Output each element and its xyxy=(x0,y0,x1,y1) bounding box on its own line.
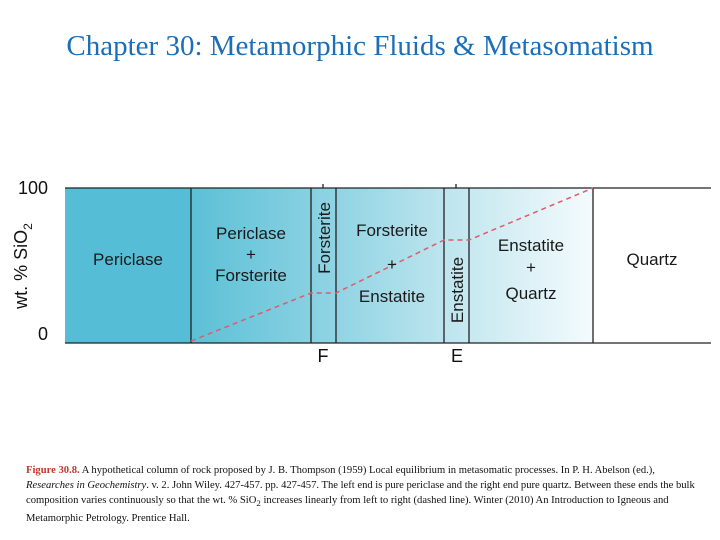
forsterite-enstatite-label-2: + xyxy=(387,255,397,274)
periclase-forsterite-label-2: + xyxy=(246,245,256,264)
forsterite-label: Forsterite xyxy=(315,202,334,274)
quartz-label: Quartz xyxy=(626,250,678,269)
caption-text-1: A hypothetical column of rock proposed by J. B. Thompson (1959) Local equilibrium in metasomatic processes. In P. H. Abelson (ed.), xyxy=(79,465,655,476)
figure-caption xyxy=(26,463,698,526)
caption-text-3: increases linearly from left to right (dashed line). Winter (2010) An Introduction to Igneous and Metamorphic Petrology. Prentice Hall. xyxy=(26,495,669,525)
y-min-label: 0 xyxy=(37,324,48,344)
marker-f: F xyxy=(317,346,329,366)
enstatite-quartz-label-3: Quartz xyxy=(505,284,557,303)
enstatite-quartz-label-2: + xyxy=(526,258,536,277)
caption-text-2: . v. 2. John Wiley. 427-457. pp. 427-457. The left end is pure periclase and the right end pure quartz. Between these ends the bulk composition varies continuously so that the wt. % SiO xyxy=(26,480,695,506)
forsterite-enstatite-label-3: Enstatite xyxy=(358,287,426,306)
figure-number: Figure 30.8. xyxy=(26,465,80,476)
marker-e: E xyxy=(450,346,464,366)
y-max-label: 100 xyxy=(17,178,48,198)
enstatite-quartz-label-1: Enstatite xyxy=(497,236,565,255)
periclase-forsterite-label-3: Forsterite xyxy=(215,266,287,285)
slide-title: Chapter 30: Metamorphic Fluids & Metasomatism xyxy=(66,30,654,62)
periclase-label: Periclase xyxy=(93,250,163,269)
caption-italic: Researches in Geochemistry xyxy=(26,480,147,491)
caption-sub: 2 xyxy=(256,498,261,509)
forsterite-enstatite-label-1: Forsterite xyxy=(356,221,428,240)
enstatite-label: Enstatite xyxy=(448,256,467,324)
periclase-forsterite-label-1: Periclase xyxy=(216,224,286,243)
y-axis-label: wt. % SiO$_2$ xyxy=(11,223,35,309)
